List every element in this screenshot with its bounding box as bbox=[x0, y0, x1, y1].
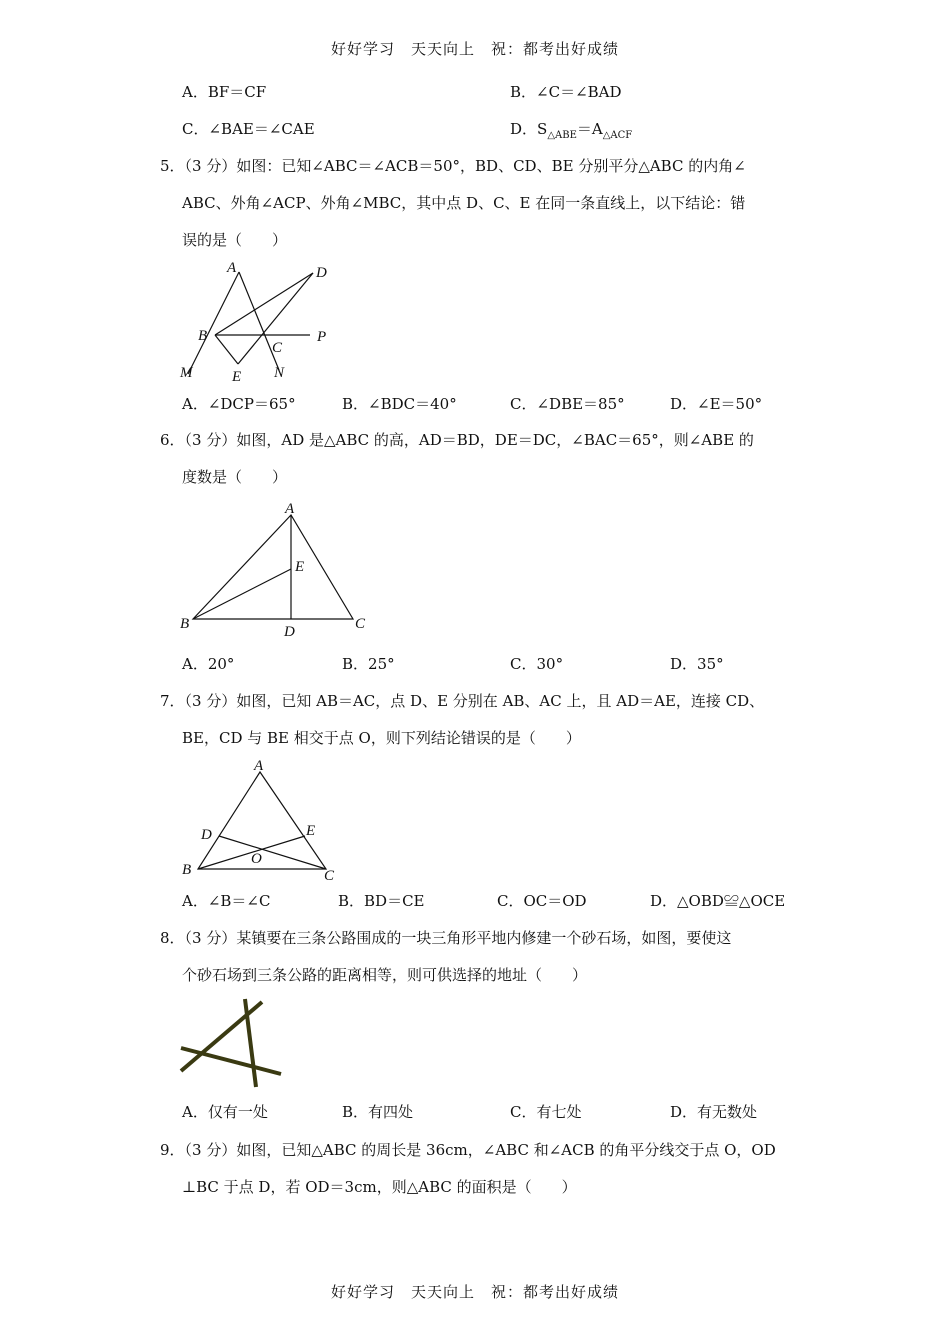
q7-figure bbox=[170, 752, 350, 884]
q5-text-line3: 误的是（ ） bbox=[182, 231, 288, 249]
q8-text-line2: 个砂石场到三条公路的距离相等，则可供选择的地址（ ） bbox=[182, 966, 588, 984]
q4-option-b: B．∠C＝∠BAD bbox=[510, 83, 622, 101]
q6-option-c: C．30° bbox=[510, 655, 564, 673]
page-footer: 好好学习 天天向上 祝：都考出好成绩 bbox=[330, 1283, 619, 1301]
q9-text-line1: 9．（3 分）如图，已知△ABC 的周长是 36cm，∠ABC 和∠ACB 的角平分线交于点 O，OD bbox=[160, 1141, 776, 1159]
q4-option-d-prefix: D． bbox=[510, 120, 538, 138]
q5-option-b: B．∠BDC＝40° bbox=[342, 395, 457, 413]
q4-option-d-sub1: △ABE bbox=[547, 130, 577, 141]
page-header: 好好学习 天天向上 祝：都考出好成绩 bbox=[330, 40, 619, 58]
q6-option-d: D．35° bbox=[670, 655, 724, 673]
q5-line-BE bbox=[215, 335, 238, 364]
q7-option-b: B．BD＝CE bbox=[338, 892, 425, 910]
q5-label-e: E bbox=[232, 369, 242, 385]
q6-line-be bbox=[193, 569, 291, 619]
q5-text-line2: ABC、外角∠ACP、外角∠MBC，其中点 D、C、E 在同一条直线上，以下结论：错 bbox=[182, 194, 746, 212]
q7-label-e: E bbox=[306, 823, 316, 839]
q4-option-d bbox=[510, 119, 632, 146]
q6-option-a: A．20° bbox=[182, 655, 235, 673]
q5-label-a: A bbox=[227, 260, 237, 276]
q4-option-a: A．BF＝CF bbox=[182, 83, 267, 101]
q8-text-line1: 8．（3 分）某镇要在三条公路围成的一块三角形平地内修建一个砂石场，如图，要使这 bbox=[160, 929, 732, 947]
q7-line-dc bbox=[219, 836, 326, 869]
q7-text-line2: BE，CD 与 BE 相交于点 O，则下列结论错误的是（ ） bbox=[182, 729, 581, 747]
q9-text-line2: ⊥BC 于点 D，若 OD＝3cm，则△ABC 的面积是（ ） bbox=[182, 1178, 577, 1196]
q7-text-line1: 7．（3 分）如图，已知 AB＝AC，点 D、E 分别在 AB、AC 上，且 AD＝AE，连接 CD、 bbox=[160, 692, 765, 710]
q7-label-c: C bbox=[324, 868, 335, 884]
q4-option-d-sub2: △ACF bbox=[602, 130, 633, 141]
q6-option-b: B．25° bbox=[342, 655, 395, 673]
q8-option-d: D．有无数处 bbox=[670, 1103, 758, 1121]
q6-text-line1: 6．（3 分）如图，AD 是△ABC 的高，AD＝BD，DE＝DC，∠BAC＝65°，则∠ABE 的 bbox=[160, 431, 754, 449]
q6-label-a: A bbox=[285, 501, 295, 517]
q6-label-e: E bbox=[295, 559, 305, 575]
q4-option-d-s: S bbox=[537, 120, 548, 138]
q6-label-b: B bbox=[180, 616, 190, 632]
q7-triangle-abc bbox=[198, 772, 326, 869]
q8-figure bbox=[170, 990, 300, 1090]
q5-text-line1: 5．（3 分）如图：已知∠ABC＝∠ACB＝50°，BD、CD、BE 分别平分△ABC 的内角∠ bbox=[160, 157, 746, 175]
q5-label-m: M bbox=[180, 365, 193, 381]
q8-road-3 bbox=[181, 1048, 281, 1074]
q5-option-c: C．∠DBE＝85° bbox=[510, 395, 625, 413]
q5-figure bbox=[170, 252, 350, 387]
q5-label-p: P bbox=[317, 329, 327, 345]
q6-text-line2: 度数是（ ） bbox=[182, 468, 288, 486]
q8-option-c: C．有七处 bbox=[510, 1103, 582, 1121]
q7-option-c: C．OC＝OD bbox=[497, 892, 587, 910]
q5-option-a: A．∠DCP＝65° bbox=[182, 395, 296, 413]
q5-label-b: B bbox=[198, 328, 208, 344]
q8-option-a: A．仅有一处 bbox=[182, 1103, 268, 1121]
q4-option-d-eq: ＝A bbox=[576, 120, 603, 138]
q6-figure bbox=[170, 495, 380, 645]
q7-label-o: O bbox=[251, 851, 262, 867]
q6-label-d: D bbox=[284, 624, 295, 640]
q7-label-d: D bbox=[201, 827, 212, 843]
q5-label-d: D bbox=[316, 265, 327, 281]
q5-line-MA bbox=[188, 272, 239, 374]
q7-option-d: D．△OBD≌△OCE bbox=[650, 892, 786, 910]
q5-label-c: C bbox=[272, 340, 283, 356]
q7-option-a: A．∠B＝∠C bbox=[182, 892, 271, 910]
q5-line-BD bbox=[215, 273, 313, 335]
q7-label-b: B bbox=[182, 862, 192, 878]
q4-option-c: C．∠BAE＝∠CAE bbox=[182, 120, 315, 138]
q8-option-b: B．有四处 bbox=[342, 1103, 414, 1121]
q5-label-n: N bbox=[274, 365, 285, 381]
q6-triangle-abc bbox=[193, 515, 353, 619]
q5-option-d: D．∠E＝50° bbox=[670, 395, 763, 413]
q7-label-a: A bbox=[254, 758, 264, 774]
q6-label-c: C bbox=[355, 616, 366, 632]
